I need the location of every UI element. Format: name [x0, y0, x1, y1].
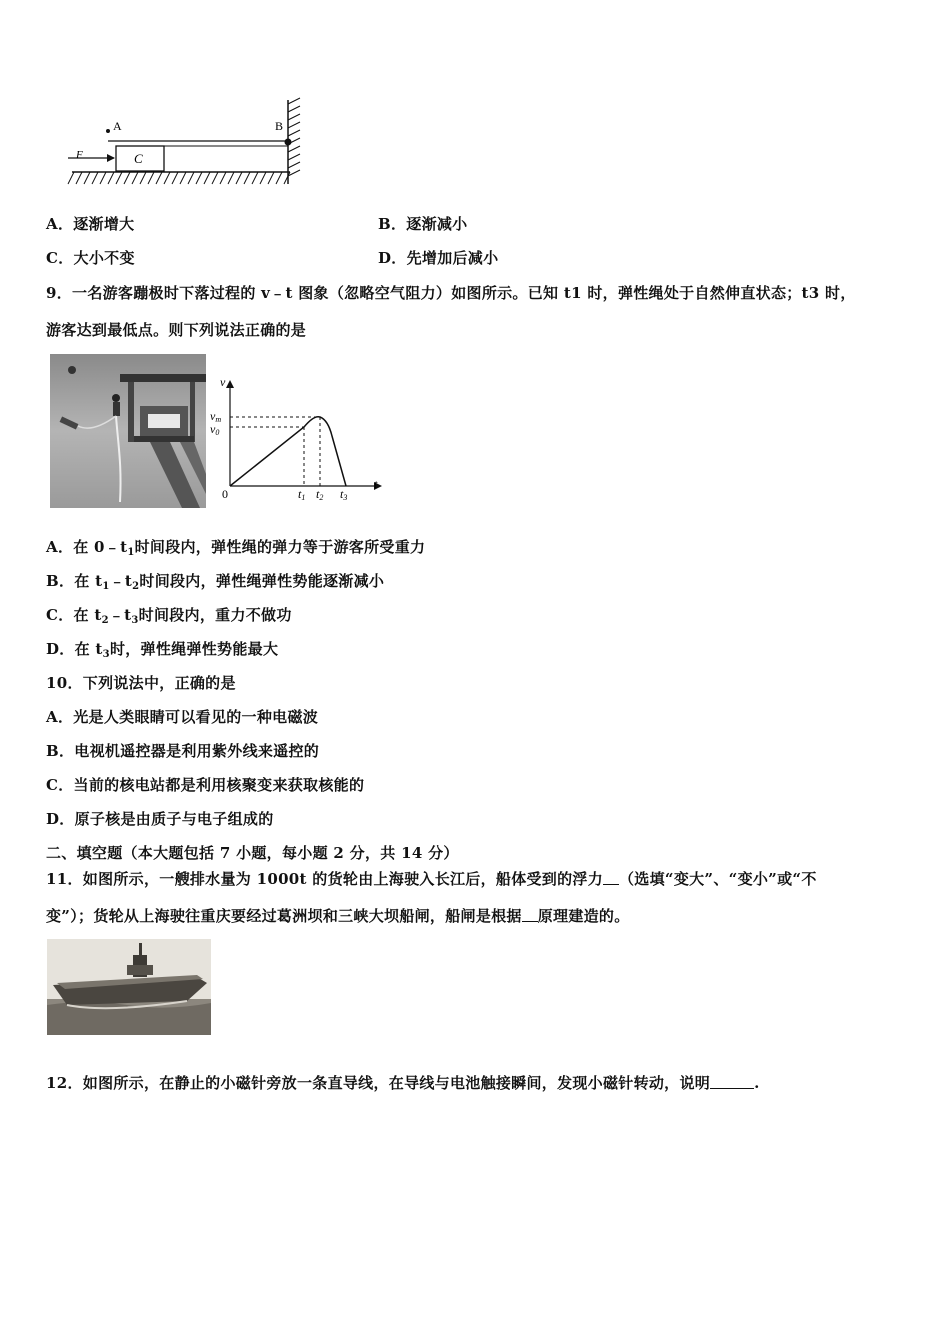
label-c: C	[134, 151, 143, 166]
q9-option-c: C．在 $t_2﹣t_3$时间段内，重力不做功	[46, 606, 292, 626]
t2-label: t2	[316, 487, 324, 502]
vt-curve	[230, 417, 346, 486]
section-heading: 二、填空题（本大题包括 7 小题，每小题 2 分，共 14 分）	[46, 844, 459, 862]
q8-option-a: A．逐渐增大	[46, 215, 135, 233]
q9-option-a: A．在 $0﹣t_1$时间段内，弹性绳的弹力等于游客所受重力	[46, 538, 426, 558]
q8-option-c: C．大小不变	[46, 249, 135, 267]
t3-label: t3	[340, 487, 348, 502]
q9-stem-line1: 9．一名游客蹦极时下落过程的 v﹣t 图象（忽略空气阻力）如图所示。已知 t1 时，弹性绳处于自然伸直状态；t3 时，	[46, 284, 856, 302]
cargo-ship-photo	[47, 939, 211, 1035]
q8-option-b: B．逐渐减小	[378, 215, 468, 233]
q9-option-b: B．在 $t_1﹣t_2$时间段内，弹性绳弹性势能逐渐减小	[46, 572, 385, 592]
label-a: A	[113, 119, 122, 133]
q10-stem: 10．下列说法中，正确的是	[46, 674, 236, 692]
q10-option-d: D．原子核是由质子与电子组成的	[46, 810, 274, 828]
x-axis-label: t	[374, 477, 378, 491]
origin-label: 0	[222, 487, 228, 501]
v0-label: v0	[210, 422, 220, 437]
q9-stem-line2: 游客达到最低点。则下列说法正确的是	[46, 321, 307, 339]
q10-option-c: C．当前的核电站都是利用核聚变来获取核能的	[46, 776, 365, 794]
label-b: B	[275, 119, 284, 133]
vm-label: vm	[210, 409, 222, 424]
q9-option-d: D．在 $t_3$时，弹性绳弹性势能最大	[46, 640, 279, 660]
figure-q8-wall-block	[60, 96, 310, 192]
bungee-photo	[50, 354, 206, 508]
vt-graph	[210, 372, 390, 506]
q10-option-a: A．光是人类眼睛可以看见的一种电磁波	[46, 708, 319, 726]
q12-text: 12．如图所示，在静止的小磁针旁放一条直导线，在导线与电池触接瞬间，发现小磁针转动，说明 .	[46, 1074, 760, 1092]
t1-label: t1	[298, 487, 306, 502]
q8-option-d: D．先增加后减小	[378, 249, 499, 267]
label-f: F	[76, 149, 83, 161]
q11-line2: 变”）；货轮从上海驶往重庆要经过葛洲坝和三峡大坝船闸，船闸是根据 原理建造的。	[46, 907, 630, 925]
y-axis-label: v	[220, 375, 226, 389]
q10-option-b: B．电视机遥控器是利用紫外线来遥控的	[46, 742, 320, 760]
q11-line1: 11．如图所示，一艘排水量为 1000t 的货轮由上海驶入长江后，船体受到的浮力 （选填“变大”、“变小”或“不	[46, 870, 817, 888]
